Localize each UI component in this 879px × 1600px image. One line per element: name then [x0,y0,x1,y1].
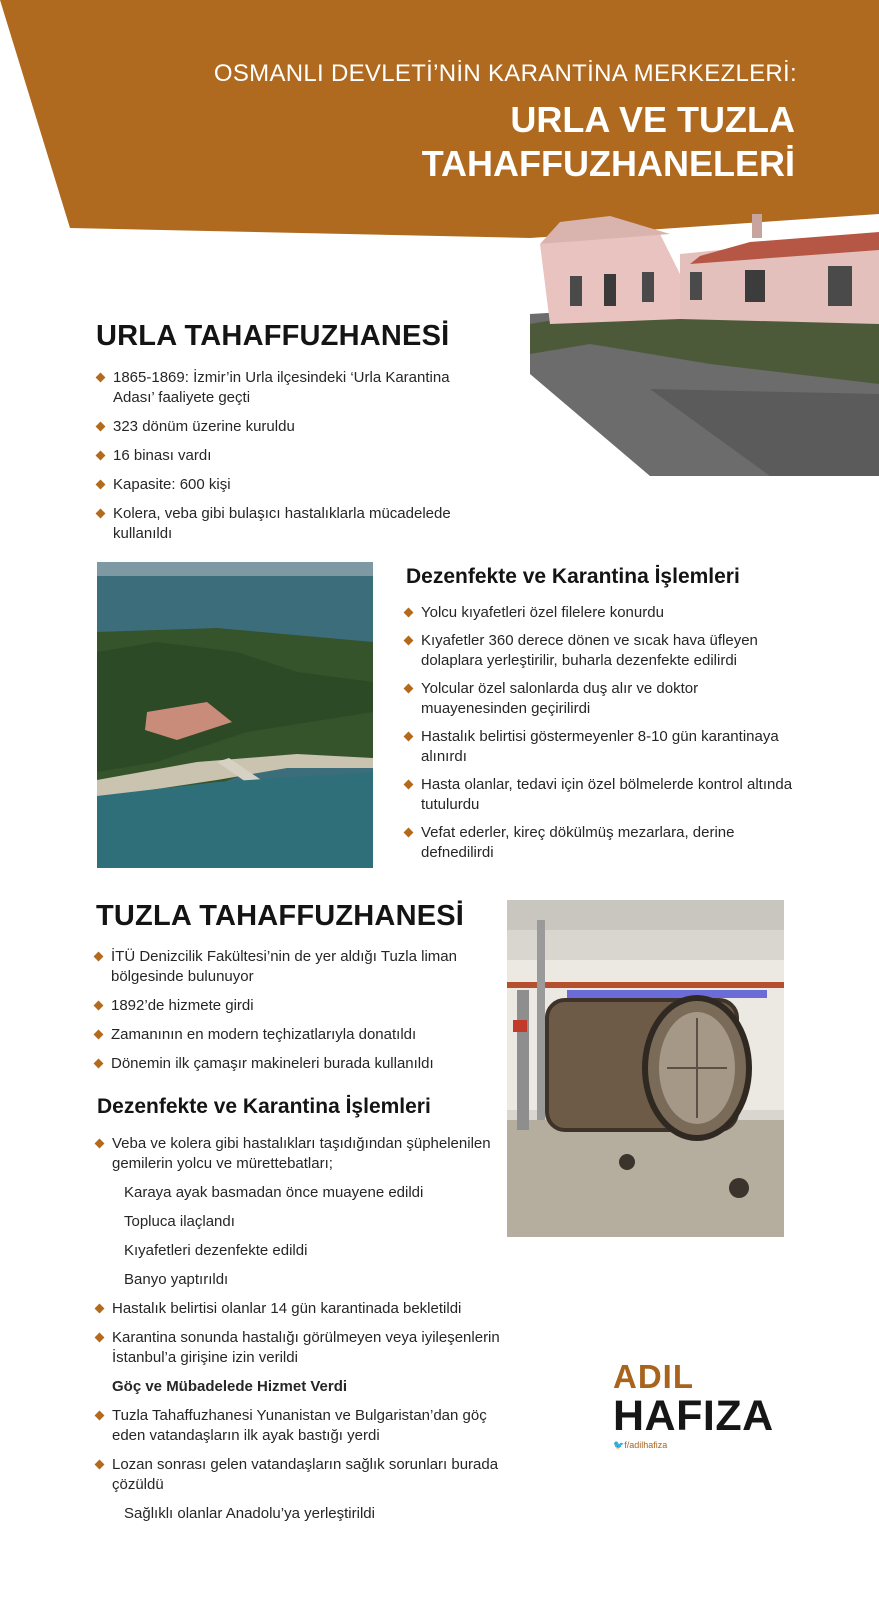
list-item: Kapasite: 600 kişi [96,475,476,495]
bullet-icon [404,636,414,646]
list-item: Kolera, veba gibi bulaşıcı hastalıklarla mücadelede kullanıldı [96,504,476,544]
bullet-icon [96,373,106,383]
bullet-icon [95,1411,105,1421]
bullet-icon [94,952,104,962]
bullet-icon [94,1030,104,1040]
list-item: Veba ve kolera gibi hastalıkları taşıdığından şüphelenilen gemilerin yolcu ve mürettebatları; [95,1134,505,1174]
urla-procedures-heading: Dezenfekte ve Karantina İşlemleri [406,565,740,588]
urla-island-aerial-photo [97,562,373,868]
list-item: Kıyafetler 360 derece dönen ve sıcak hava üfleyen dolaplara yerleştirilir, buharla dezenfekte edilirdi [404,631,794,671]
bullet-icon [95,1460,105,1470]
sub-list-item: Karaya ayak basmadan önce muayene edildi [124,1184,424,1201]
page-title-line2: TAHAFFUZHANELERİ [421,142,795,184]
bullet-icon [94,1001,104,1011]
logo-line1: ADIL [613,1358,694,1395]
list-item: Hastalık belirtisi olanlar 14 gün karantinada bekletildi [95,1299,505,1319]
list-item: Hastalık belirtisi göstermeyenler 8-10 gün karantinaya alınırdı [404,727,794,767]
bullet-icon [95,1304,105,1314]
page-title-line1: URLA VE TUZLA [510,99,795,140]
list-item: 1892’de hizmete girdi [94,996,464,1016]
sub-list-item: Banyo yaptırıldı [124,1271,229,1288]
bullet-icon [404,828,414,838]
bullet-icon [94,1059,104,1069]
list-item: Hasta olanlar, tedavi için özel bölmelerde kontrol altında tutulurdu [404,775,794,815]
bullet-icon [96,509,106,519]
bullet-icon [404,608,414,618]
tuzla-heading: TUZLA TAHAFFUZHANESİ [96,900,465,932]
list-item: Vefat ederler, kireç dökülmüş mezarlara, derine defnedilirdi [404,823,794,863]
migration-subheading: Göç ve Mübadelede Hizmet Verdi [112,1378,348,1395]
header-supertitle: OSMANLI DEVLETİ’NİN KARANTİNA MERKEZLERİ: [213,60,797,87]
list-item: Tuzla Tahaffuzhanesi Yunanistan ve Bulgaristan’dan göç eden vatandaşların ilk ayak bastığı yerdi [95,1406,505,1446]
tuzla-procedures-heading: Dezenfekte ve Karantina İşlemleri [97,1095,431,1118]
bullet-icon [95,1333,105,1343]
bullet-icon [404,732,414,742]
bullet-icon [96,451,106,461]
list-item: Zamanının en modern teçhizatlarıyla donatıldı [94,1025,464,1045]
urla-facts-list [96,368,476,544]
list-item: Dönemin ilk çamaşır makineleri burada kullanıldı [94,1054,464,1074]
bullet-icon [95,1139,105,1149]
sub-list-item: Topluca ilaçlandı [124,1213,235,1230]
list-item: Lozan sonrası gelen vatandaşların sağlık sorunları burada çözüldü [95,1455,505,1495]
sub-list-item: Sağlıklı olanlar Anadolu’ya yerleştirildi [124,1505,375,1522]
adil-hafiza-logo [613,1358,774,1451]
tuzla-disinfection-machine-photo [507,900,784,1237]
list-item: 16 binası vardı [96,446,476,466]
social-icons: 🐦f [613,1440,627,1450]
bullet-icon [96,422,106,432]
urla-heading: URLA TAHAFFUZHANESİ [96,320,450,352]
list-item: İTÜ Denizcilik Fakültesi’nin de yer aldığı Tuzla liman bölgesinde bulunuyor [94,947,464,987]
list-item: 1865-1869: İzmir’in Urla ilçesindeki ‘Urla Karantina Adası’ faaliyete geçti [96,368,476,408]
logo-line2: HAFIZA [613,1392,774,1440]
list-item: Yolcular özel salonlarda duş alır ve doktor muayenesinden geçirilirdi [404,679,794,719]
list-item: 323 dönüm üzerine kuruldu [96,417,476,437]
sub-list-item: Kıyafetleri dezenfekte edildi [124,1242,308,1259]
urla-building-image [530,214,879,476]
bullet-icon [404,780,414,790]
logo-handle: /adilhafiza [626,1440,668,1450]
list-item: Karantina sonunda hastalığı görülmeyen veya iyileşenlerin İstanbul’a girişine izin verildi [95,1328,505,1368]
tuzla-procedures-list [95,1134,505,1524]
urla-procedures-list [404,603,794,863]
page-title [422,98,795,186]
list-item: Yolcu kıyafetleri özel filelere konurdu [404,603,794,623]
tuzla-facts-list [94,947,464,1074]
bullet-icon [404,684,414,694]
bullet-icon [96,480,106,490]
